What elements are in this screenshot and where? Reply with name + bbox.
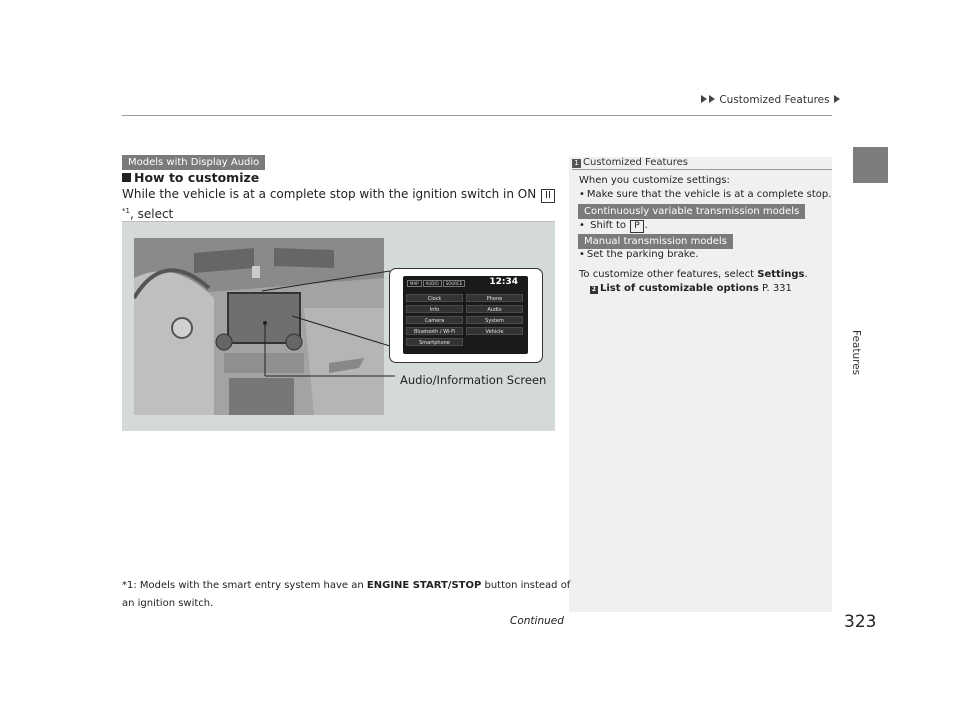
- cvt-badge: Continuously variable transmission models: [578, 204, 805, 219]
- reference-link[interactable]: List of customizable options: [600, 283, 759, 294]
- section-heading-text: How to customize: [134, 170, 260, 185]
- sidebar-bullet: [579, 219, 648, 233]
- audio-screen: [403, 276, 528, 354]
- menu-smartphone: Smartphone: [406, 338, 463, 346]
- menu-info: Info: [406, 305, 463, 313]
- menu-phone: Phone: [466, 294, 523, 302]
- settings-term: Settings: [757, 269, 805, 280]
- triangle-right-icon: [709, 95, 715, 103]
- other-text: To customize other features, select: [579, 269, 758, 280]
- header-divider: [122, 115, 832, 116]
- bullet-text: Make sure that the vehicle is at a complete stop.: [586, 189, 832, 200]
- reference-arrow-icon: 2: [591, 286, 597, 293]
- other-text: .: [804, 269, 808, 280]
- mt-badge: Manual transmission models: [578, 234, 733, 249]
- bullet-text: .: [644, 220, 648, 231]
- menu-clock: Clock: [406, 294, 463, 302]
- sidebar-heading: [572, 157, 688, 168]
- screen-tab: SOURCE: [443, 280, 466, 287]
- sidebar-divider: [572, 169, 832, 170]
- sidebar-heading-text: Customized Features: [583, 157, 689, 168]
- model-badge: Models with Display Audio: [122, 155, 265, 170]
- screen-tabs: [407, 280, 466, 287]
- sidebar-bullet: [579, 248, 698, 261]
- menu-audio: Audio: [466, 305, 523, 313]
- reference-page: P. 331: [758, 283, 792, 294]
- note-number-icon: 1: [572, 159, 581, 168]
- screen-tab: MAP: [407, 280, 422, 287]
- engine-start-stop-term: ENGINE START/STOP: [366, 580, 482, 591]
- continued-label: Continued: [510, 615, 564, 627]
- footnote: [122, 577, 572, 613]
- park-key: P: [630, 220, 643, 233]
- footnote-ref: *1: [122, 207, 130, 215]
- page-number: 323: [844, 612, 877, 632]
- menu-camera: Camera: [406, 316, 463, 324]
- footnote-text: button instead of an ignition switch.: [122, 580, 571, 609]
- menu-bluetooth: Bluetooth / Wi-Fi: [406, 327, 463, 335]
- section-heading: [122, 170, 259, 185]
- para-text: , select: [129, 207, 174, 221]
- ignition-on-key: II: [541, 189, 555, 203]
- chapter-tab: [853, 147, 888, 183]
- breadcrumb-label: Customized Features: [719, 94, 830, 106]
- screen-clock: 12:34: [489, 277, 518, 287]
- footnote-text: *1: Models with the smart entry system have an: [122, 580, 367, 591]
- screen-tab: AUDIO: [423, 280, 442, 287]
- para-text: While the vehicle is at a complete stop with the ignition switch in ON: [122, 187, 541, 201]
- menu-vehicle: Vehicle: [466, 327, 523, 335]
- bullet-text: Shift to: [590, 220, 630, 231]
- screen-label: Audio/Information Screen: [400, 373, 547, 387]
- triangle-right-icon: [701, 95, 707, 103]
- menu-system: System: [466, 316, 523, 324]
- sidebar-bullet: [579, 188, 831, 201]
- triangle-right-icon: [834, 95, 840, 103]
- cross-reference[interactable]: [590, 282, 792, 295]
- sidebar-other: [579, 268, 808, 281]
- breadcrumb: [700, 94, 841, 106]
- chapter-label: Features: [850, 330, 862, 376]
- sidebar-intro: When you customize settings:: [579, 175, 730, 186]
- bullet-text: Set the parking brake.: [586, 249, 699, 260]
- square-bullet-icon: [122, 173, 131, 182]
